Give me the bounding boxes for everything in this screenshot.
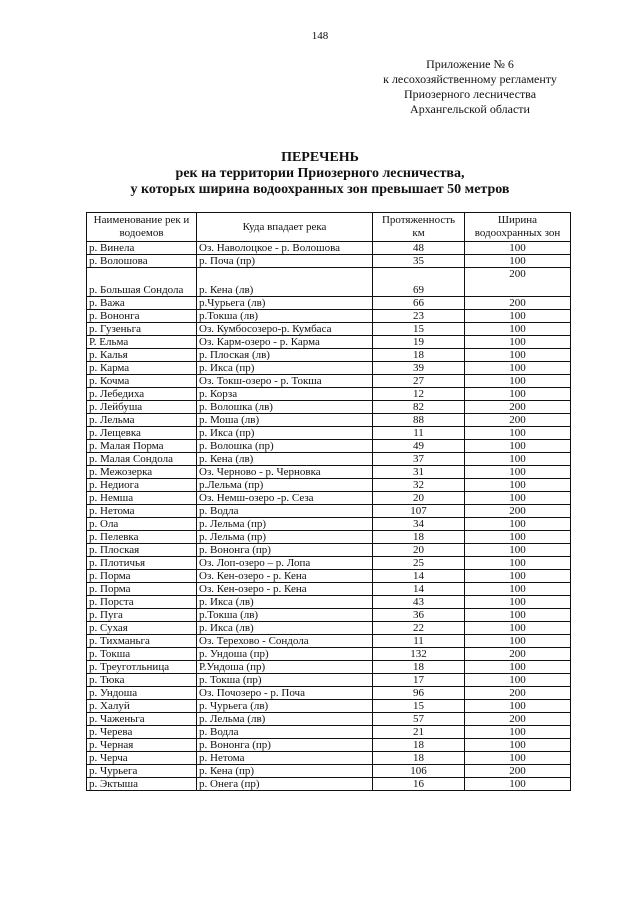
cell-river-name: р. Лещевка	[87, 427, 197, 440]
cell-river-name: р. Токша	[87, 648, 197, 661]
cell-length-km: 11	[373, 635, 465, 648]
cell-length-km: 96	[373, 687, 465, 700]
cell-zone-width: 100	[465, 778, 571, 791]
cell-length-km: 31	[373, 466, 465, 479]
cell-river-name: р. Пелевка	[87, 531, 197, 544]
cell-flows-into: р. Водла	[197, 505, 373, 518]
cell-zone-width: 100	[465, 609, 571, 622]
cell-flows-into: р. Водла	[197, 726, 373, 739]
cell-flows-into: р. Поча (пр)	[197, 255, 373, 268]
cell-flows-into: р. Лельма (лв)	[197, 713, 373, 726]
cell-zone-width: 200	[465, 268, 571, 297]
cell-flows-into: р.Токша (лв)	[197, 609, 373, 622]
table-row	[87, 544, 571, 557]
cell-river-name: р. Чурьега	[87, 765, 197, 778]
cell-length-km: 35	[373, 255, 465, 268]
cell-river-name: р. Порста	[87, 596, 197, 609]
title-line-2: рек на территории Приозерного лесничества,	[175, 166, 465, 181]
cell-length-km: 18	[373, 349, 465, 362]
cell-zone-width: 100	[465, 440, 571, 453]
cell-length-km: 18	[373, 752, 465, 765]
cell-zone-width: 100	[465, 323, 571, 336]
cell-flows-into: р.Чурьега (лв)	[197, 297, 373, 310]
table-row	[87, 323, 571, 336]
table-row	[87, 414, 571, 427]
cell-flows-into: р.Токша (лв)	[197, 310, 373, 323]
cell-river-name: р. Калья	[87, 349, 197, 362]
title-line-3: у которых ширина водоохранных зон превышает 50 метров	[130, 182, 510, 197]
cell-length-km: 15	[373, 323, 465, 336]
cell-river-name: р. Важа	[87, 297, 197, 310]
table-row	[87, 242, 571, 255]
table-row	[87, 492, 571, 505]
table-row	[87, 297, 571, 310]
cell-river-name: р. Немша	[87, 492, 197, 505]
cell-zone-width: 100	[465, 635, 571, 648]
table-row	[87, 505, 571, 518]
table-header-row	[87, 213, 571, 242]
cell-length-km: 14	[373, 570, 465, 583]
cell-river-name: р. Порма	[87, 583, 197, 596]
cell-zone-width: 100	[465, 622, 571, 635]
cell-length-km: 66	[373, 297, 465, 310]
table-row	[87, 427, 571, 440]
table-row	[87, 255, 571, 268]
cell-flows-into: Р.Ундоша (пр)	[197, 661, 373, 674]
cell-flows-into: р. Волошка (пр)	[197, 440, 373, 453]
cell-length-km: 39	[373, 362, 465, 375]
cell-river-name: р. Ундоша	[87, 687, 197, 700]
cell-river-name: р. Эктыша	[87, 778, 197, 791]
cell-river-name: р. Межозерка	[87, 466, 197, 479]
cell-zone-width: 100	[465, 661, 571, 674]
rivers-table	[86, 212, 571, 791]
cell-flows-into: р. Моша (лв)	[197, 414, 373, 427]
table-row	[87, 466, 571, 479]
cell-river-name: р. Большая Сондола	[87, 268, 197, 297]
cell-length-km: 106	[373, 765, 465, 778]
table-row	[87, 518, 571, 531]
cell-flows-into: р. Кена (лв)	[197, 268, 373, 297]
cell-river-name: р. Малая Сондола	[87, 453, 197, 466]
cell-river-name: р. Нетома	[87, 505, 197, 518]
cell-length-km: 14	[373, 583, 465, 596]
table-row	[87, 609, 571, 622]
cell-river-name: р. Малая Порма	[87, 440, 197, 453]
cell-zone-width: 100	[465, 242, 571, 255]
cell-flows-into: р. Нетома	[197, 752, 373, 765]
cell-length-km: 36	[373, 609, 465, 622]
cell-zone-width: 100	[465, 570, 571, 583]
table-body	[87, 242, 571, 791]
table-row	[87, 479, 571, 492]
cell-flows-into: Оз. Карм-озеро - р. Карма	[197, 336, 373, 349]
cell-zone-width: 200	[465, 713, 571, 726]
cell-river-name: р. Тюка	[87, 674, 197, 687]
cell-length-km: 18	[373, 531, 465, 544]
cell-zone-width: 200	[465, 401, 571, 414]
cell-length-km: 48	[373, 242, 465, 255]
cell-river-name: р. Лельма	[87, 414, 197, 427]
cell-flows-into: Оз. Черново - р. Черновка	[197, 466, 373, 479]
cell-length-km: 20	[373, 492, 465, 505]
cell-river-name: р. Черная	[87, 739, 197, 752]
cell-flows-into: р. Икса (лв)	[197, 622, 373, 635]
cell-river-name: р. Халуй	[87, 700, 197, 713]
cell-zone-width: 100	[465, 336, 571, 349]
cell-length-km: 21	[373, 726, 465, 739]
cell-flows-into: Оз. Токш-озеро - р. Токша	[197, 375, 373, 388]
cell-length-km: 37	[373, 453, 465, 466]
cell-zone-width: 100	[465, 310, 571, 323]
cell-zone-width: 100	[465, 752, 571, 765]
table-row	[87, 713, 571, 726]
cell-length-km: 57	[373, 713, 465, 726]
cell-zone-width: 100	[465, 544, 571, 557]
cell-zone-width: 200	[465, 687, 571, 700]
cell-zone-width: 100	[465, 531, 571, 544]
table-row	[87, 726, 571, 739]
cell-zone-width: 200	[465, 765, 571, 778]
table-row	[87, 268, 571, 297]
appendix-line-1: Приложение № 6	[426, 57, 514, 71]
cell-zone-width: 100	[465, 349, 571, 362]
cell-zone-width: 200	[465, 505, 571, 518]
table-row	[87, 453, 571, 466]
cell-river-name: р. Лебедиха	[87, 388, 197, 401]
cell-river-name: р. Тихманьга	[87, 635, 197, 648]
cell-length-km: 107	[373, 505, 465, 518]
cell-flows-into: р. Корза	[197, 388, 373, 401]
cell-river-name: Р. Ельма	[87, 336, 197, 349]
cell-zone-width: 100	[465, 375, 571, 388]
cell-flows-into: р. Плоская (лв)	[197, 349, 373, 362]
cell-river-name: р. Порма	[87, 570, 197, 583]
header-zone-width: Ширина водоохранных зон	[465, 213, 571, 242]
cell-length-km: 49	[373, 440, 465, 453]
cell-flows-into: р. Лельма (пр)	[197, 518, 373, 531]
cell-zone-width: 100	[465, 453, 571, 466]
cell-flows-into: р. Кена (пр)	[197, 765, 373, 778]
cell-flows-into: р. Вононга (пр)	[197, 739, 373, 752]
cell-flows-into: Оз. Немш-озеро -р. Сеза	[197, 492, 373, 505]
cell-zone-width: 100	[465, 674, 571, 687]
table-row	[87, 739, 571, 752]
cell-river-name: р. Сухая	[87, 622, 197, 635]
cell-flows-into: Оз. Кен-озеро - р. Кена	[197, 583, 373, 596]
title-line-1: ПЕРЕЧЕНЬ	[281, 150, 359, 165]
table-row	[87, 531, 571, 544]
table-row	[87, 622, 571, 635]
cell-length-km: 69	[373, 268, 465, 297]
cell-flows-into: р. Икса (лв)	[197, 596, 373, 609]
table-row	[87, 336, 571, 349]
cell-length-km: 19	[373, 336, 465, 349]
cell-zone-width: 100	[465, 596, 571, 609]
table-row	[87, 310, 571, 323]
cell-zone-width: 100	[465, 362, 571, 375]
cell-zone-width: 100	[465, 518, 571, 531]
cell-flows-into: р. Онега (пр)	[197, 778, 373, 791]
cell-length-km: 23	[373, 310, 465, 323]
table-row	[87, 583, 571, 596]
cell-length-km: 82	[373, 401, 465, 414]
cell-flows-into: р. Икса (пр)	[197, 427, 373, 440]
cell-zone-width: 100	[465, 479, 571, 492]
cell-river-name: р. Чаженьга	[87, 713, 197, 726]
cell-river-name: р. Кочма	[87, 375, 197, 388]
table-row	[87, 661, 571, 674]
cell-river-name: р. Треуготльница	[87, 661, 197, 674]
header-flows-into: Куда впадает река	[197, 213, 373, 242]
header-length-km: Протяженность км	[373, 213, 465, 242]
cell-length-km: 18	[373, 661, 465, 674]
cell-river-name: р. Винела	[87, 242, 197, 255]
appendix-line-4: Архангельской области	[410, 102, 530, 116]
cell-flows-into: Оз. Наволоцкое - р. Волошова	[197, 242, 373, 255]
document-title	[0, 150, 640, 198]
cell-zone-width: 100	[465, 700, 571, 713]
cell-zone-width: 100	[465, 492, 571, 505]
cell-length-km: 11	[373, 427, 465, 440]
cell-length-km: 34	[373, 518, 465, 531]
cell-length-km: 32	[373, 479, 465, 492]
cell-flows-into: р. Токша (пр)	[197, 674, 373, 687]
cell-zone-width: 200	[465, 297, 571, 310]
cell-length-km: 12	[373, 388, 465, 401]
cell-flows-into: р. Вононга (пр)	[197, 544, 373, 557]
page-number: 148	[311, 30, 329, 42]
cell-river-name: р. Лейбуша	[87, 401, 197, 414]
cell-flows-into: р. Ундоша (пр)	[197, 648, 373, 661]
cell-zone-width: 100	[465, 739, 571, 752]
cell-river-name: р. Гузеньга	[87, 323, 197, 336]
cell-river-name: р. Плоская	[87, 544, 197, 557]
cell-river-name: р. Черча	[87, 752, 197, 765]
cell-length-km: 88	[373, 414, 465, 427]
table-row	[87, 557, 571, 570]
cell-flows-into: Оз. Терехово - Сондола	[197, 635, 373, 648]
cell-river-name: р. Пуга	[87, 609, 197, 622]
table-row	[87, 674, 571, 687]
appendix-line-3: Приозерного лесничества	[403, 87, 537, 101]
table-row	[87, 700, 571, 713]
cell-zone-width: 100	[465, 583, 571, 596]
cell-flows-into: р.Лельма (пр)	[197, 479, 373, 492]
cell-length-km: 20	[373, 544, 465, 557]
cell-length-km: 22	[373, 622, 465, 635]
cell-length-km: 25	[373, 557, 465, 570]
cell-zone-width: 100	[465, 388, 571, 401]
cell-zone-width: 200	[465, 414, 571, 427]
cell-flows-into: Оз. Кумбосозеро-р. Кумбаса	[197, 323, 373, 336]
cell-flows-into: р. Лельма (пр)	[197, 531, 373, 544]
cell-zone-width: 100	[465, 726, 571, 739]
table-row	[87, 778, 571, 791]
cell-flows-into: р. Волошка (лв)	[197, 401, 373, 414]
appendix-line-2: к лесохозяйственному регламенту	[383, 72, 557, 86]
cell-river-name: р. Вононга	[87, 310, 197, 323]
cell-zone-width: 100	[465, 255, 571, 268]
cell-length-km: 18	[373, 739, 465, 752]
table-row	[87, 635, 571, 648]
cell-length-km: 16	[373, 778, 465, 791]
cell-river-name: р. Волошова	[87, 255, 197, 268]
table-row	[87, 401, 571, 414]
cell-river-name: р. Карма	[87, 362, 197, 375]
table-row	[87, 687, 571, 700]
table-row	[87, 388, 571, 401]
cell-flows-into: р. Чурьега (лв)	[197, 700, 373, 713]
table-row	[87, 440, 571, 453]
cell-zone-width: 100	[465, 557, 571, 570]
cell-flows-into: Оз. Лоп-озеро – р. Лопа	[197, 557, 373, 570]
table-row	[87, 570, 571, 583]
cell-flows-into: Оз. Почозеро - р. Поча	[197, 687, 373, 700]
cell-river-name: р. Черева	[87, 726, 197, 739]
cell-river-name: р. Недиога	[87, 479, 197, 492]
cell-zone-width: 100	[465, 466, 571, 479]
cell-length-km: 27	[373, 375, 465, 388]
table-row	[87, 765, 571, 778]
table-row	[87, 596, 571, 609]
table-row	[87, 375, 571, 388]
cell-river-name: р. Плотичья	[87, 557, 197, 570]
cell-river-name: р. Ола	[87, 518, 197, 531]
cell-flows-into: р. Кена (лв)	[197, 453, 373, 466]
header-river-name: Наименование рек и водоемов	[87, 213, 197, 242]
table-row	[87, 349, 571, 362]
cell-zone-width: 200	[465, 648, 571, 661]
cell-length-km: 43	[373, 596, 465, 609]
cell-flows-into: Оз. Кен-озеро - р. Кена	[197, 570, 373, 583]
table-row	[87, 362, 571, 375]
cell-flows-into: р. Икса (пр)	[197, 362, 373, 375]
cell-length-km: 17	[373, 674, 465, 687]
cell-zone-width: 100	[465, 427, 571, 440]
table-row	[87, 752, 571, 765]
cell-length-km: 132	[373, 648, 465, 661]
appendix-block	[340, 57, 600, 117]
table-row	[87, 648, 571, 661]
cell-length-km: 15	[373, 700, 465, 713]
